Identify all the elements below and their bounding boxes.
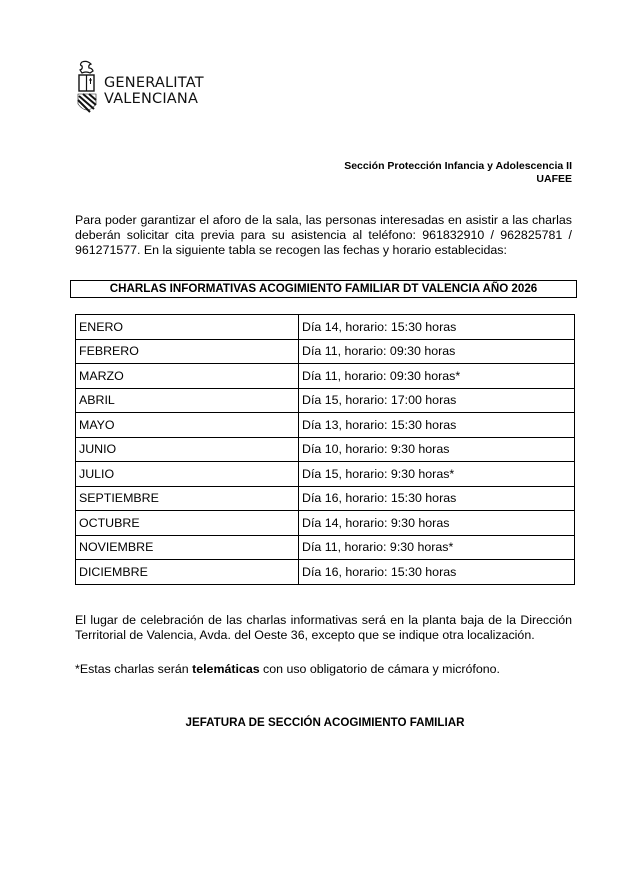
table-row xyxy=(76,560,575,585)
logo-wordmark xyxy=(104,75,204,107)
month-cell: DICIEMBRE xyxy=(76,560,299,585)
table-row xyxy=(76,364,575,389)
date-time-cell: Día 16, horario: 15:30 horas xyxy=(299,486,575,511)
date-time-cell: Día 16, horario: 15:30 horas xyxy=(299,560,575,585)
month-cell: MAYO xyxy=(76,413,299,438)
month-cell: ABRIL xyxy=(76,388,299,413)
month-cell: JULIO xyxy=(76,462,299,487)
table-row xyxy=(76,511,575,536)
table-row xyxy=(76,462,575,487)
table-row xyxy=(76,339,575,364)
month-cell: SEPTIEMBRE xyxy=(76,486,299,511)
signature: JEFATURA DE SECCIÓN ACOGIMIENTO FAMILIAR xyxy=(185,716,465,729)
table-row xyxy=(76,388,575,413)
date-time-cell: Día 10, horario: 9:30 horas xyxy=(299,437,575,462)
month-cell: JUNIO xyxy=(76,437,299,462)
table-row xyxy=(76,413,575,438)
note-text-before: Estas charlas serán xyxy=(79,662,193,676)
note-asterisk: * xyxy=(75,662,80,676)
logo-line-2: VALENCIANA xyxy=(104,90,199,107)
schedule-table xyxy=(75,314,575,585)
date-time-cell: Día 11, horario: 9:30 horas* xyxy=(299,535,575,560)
date-time-cell: Día 14, horario: 15:30 horas xyxy=(299,315,575,340)
location-paragraph: El lugar de celebración de las charlas informativas será en la planta baja de la Dirección Territorial de Valencia, Avda. del Oeste 36, excepto que se indique otra localización. xyxy=(75,613,572,643)
unit-name: UAFEE xyxy=(536,173,572,185)
generalitat-coat-of-arms-icon xyxy=(76,60,98,121)
logo-line-1: GENERALITAT xyxy=(104,74,204,91)
date-time-cell: Día 11, horario: 09:30 horas xyxy=(299,339,575,364)
section-name: Sección Protección Infancia y Adolescencia II xyxy=(344,160,572,172)
month-cell: OCTUBRE xyxy=(76,511,299,536)
table-row xyxy=(76,535,575,560)
month-cell: MARZO xyxy=(76,364,299,389)
month-cell: NOVIEMBRE xyxy=(76,535,299,560)
month-cell: ENERO xyxy=(76,315,299,340)
table-row xyxy=(76,315,575,340)
table-row xyxy=(76,437,575,462)
table-row xyxy=(76,486,575,511)
date-time-cell: Día 15, horario: 9:30 horas* xyxy=(299,462,575,487)
month-cell: FEBRERO xyxy=(76,339,299,364)
intro-paragraph: Para poder garantizar el aforo de la sala, las personas interesadas en asistir a las charlas deberán solicitar cita previa para su asistencia al teléfono: 961832910 / 962825781 / 961271577. En la siguiente tabla se recogen las fechas y horario establecidas: xyxy=(75,213,572,258)
date-time-cell: Día 11, horario: 09:30 horas* xyxy=(299,364,575,389)
note-bold-word: telemáticas xyxy=(192,662,260,676)
section-header xyxy=(344,160,572,186)
note-text-after: con uso obligatorio de cámara y micrófono. xyxy=(259,662,500,676)
table-title: CHARLAS INFORMATIVAS ACOGIMIENTO FAMILIAR DT VALENCIA AÑO 2026 xyxy=(70,280,577,298)
date-time-cell: Día 14, horario: 9:30 horas xyxy=(299,511,575,536)
date-time-cell: Día 15, horario: 17:00 horas xyxy=(299,388,575,413)
generalitat-logo xyxy=(76,60,204,121)
date-time-cell: Día 13, horario: 15:30 horas xyxy=(299,413,575,438)
telematic-note xyxy=(75,662,500,677)
